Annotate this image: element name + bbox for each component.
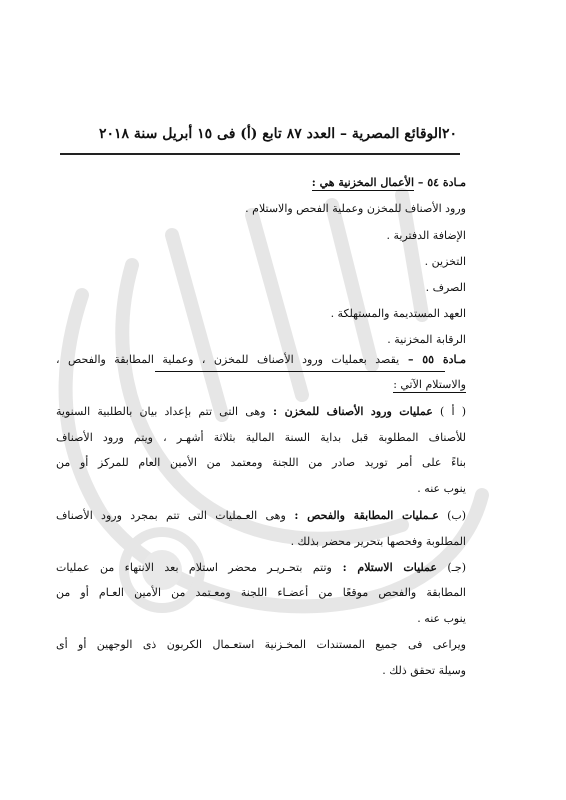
article54-item: الإضافة الدفترية .	[386, 229, 466, 242]
clause-c-line: ينوب عنه .	[417, 612, 466, 625]
clause-b-title: عـمليات المطابقة والفحص :	[285, 509, 439, 522]
note-line: وسيلة تحقق ذلك .	[382, 664, 466, 677]
clause-c-line: المطابقة والفحص موقعًا من أعضـاء اللجنة ومعـتمد من الأمين العـام أو من	[56, 586, 466, 599]
clause-a-marker: ( أ )	[432, 405, 466, 418]
article55-label: مـادة ٥٥ –	[399, 353, 466, 366]
page-number: ٢٠	[441, 126, 457, 142]
clause-a-line: بناءً على أمر توريد صادر من اللجنة ومعتمد من الأمين العام للمركز أو من	[56, 456, 466, 469]
article54-label: مـادة ٥٤ –	[414, 176, 466, 189]
article54-item: الرقابة المخزنية .	[387, 333, 466, 346]
clause-a-text: وهى التى تتم بإعداد بيان بالطلبية السنوية	[56, 405, 266, 418]
article55-text-cont	[393, 377, 466, 392]
article54-item: التخزين .	[424, 255, 466, 268]
clause-b-marker: (ب)	[438, 509, 467, 522]
clause-a-line	[56, 404, 466, 419]
clause-a-title: عمليات ورود الأصناف للمخزن :	[265, 405, 433, 418]
clause-c-line	[56, 560, 466, 575]
article54-heading	[312, 175, 466, 190]
clause-c-text: وتتم بتحـريـر محضر استلام بعد الانتهاء من عمليات	[56, 561, 332, 574]
clause-a-line: للأصناف المطلوبة قبل بداية السنة المالية بثلاثة أشهـر ، ويتم ورود الأصناف	[56, 431, 466, 444]
article55-text: يقصد بعمليات ورود الأصناف للمخزن ، وعملية المطابقة والفحص ،	[56, 353, 400, 366]
gazette-title: الوقائع المصرية – العدد ٨٧ تابع (أ) فى ١٥ أبريل سنة ٢٠١٨	[98, 126, 442, 142]
article54-item: الصرف .	[425, 281, 466, 294]
article55-text2: والاستلام الآتي :	[393, 378, 466, 391]
clause-c-marker: (جـ)	[436, 561, 466, 574]
header-divider	[60, 153, 460, 155]
article55-underline	[155, 371, 445, 372]
article54-item: العهد المستديمة والمستهلكة .	[330, 307, 466, 320]
clause-b-text: وهى العـمليات التى تتم بمجرد ورود الأصناف	[56, 509, 286, 522]
clause-b-line	[56, 508, 466, 523]
page-header	[98, 126, 457, 148]
article54-title: الأعمال المخزنية هي :	[311, 176, 415, 189]
clause-c-title: عمليات الاستلام :	[331, 561, 437, 574]
note-line: ويراعى فى جميع المستندات المخـزنية استعـمال الكربون ذى الوجهين أو أى	[56, 638, 466, 651]
article54-item: ورود الأصناف للمخزن وعملية الفحص والاستلام .	[245, 202, 466, 215]
clause-a-line: ينوب عنه .	[417, 482, 466, 495]
article55-heading	[56, 352, 466, 367]
clause-b-line: المطلوبة وفحصها بتحرير محضر بذلك .	[290, 535, 466, 548]
